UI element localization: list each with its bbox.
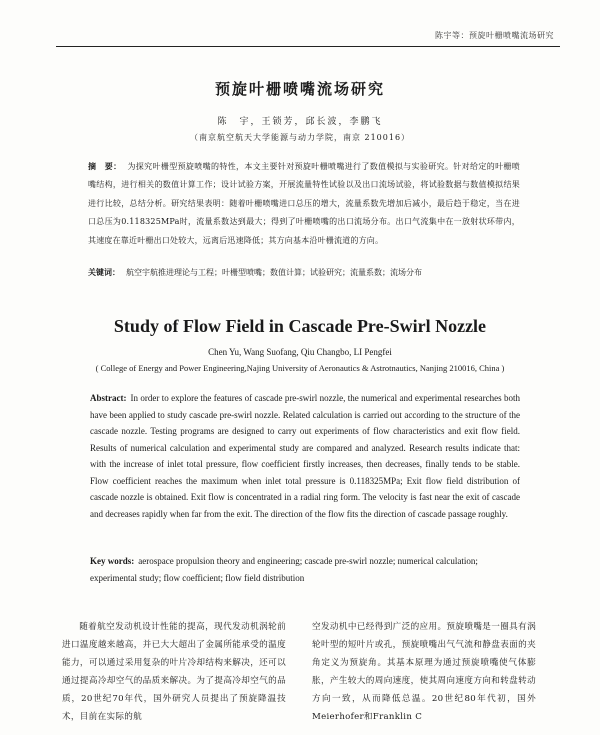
chinese-abstract-text: 为探究叶栅型预旋喷嘴的特性，本文主要针对预旋叶栅喷嘴进行了数值模拟与实验研究。针对给定的叶栅喷嘴结构，进行相关的数值计算工作；设计试验方案，开展流量特性试验以及出口流场试验，将试验数据与数值模拟结果进行比较，总结分析。研究结果表明：随着叶栅喷嘴进口总压的增大，流量系数先增加后减小，最后趋于稳定，当在进口总压为0.118325MPa时，流量系数达到最大；得到了叶栅喷嘴的出口流场分布。出口气流集中在一放射状环带内，其速度在靠近叶栅出口处较大，远离后迅速降低；其方向基本沿叶栅流道的方向。 [88,162,520,245]
english-affiliation: ( College of Energy and Power Engineering,Najing University of Aeronautics & Astrotnautics, Nanjing 210016, China ) [95,363,505,373]
english-keywords-label: Key words: [90,556,135,566]
chinese-abstract [88,158,520,250]
chinese-keywords-label: 关键词： [88,268,120,277]
chinese-authors: 陈 宇，王锁芳，邱长波，李鹏飞 [217,117,383,127]
english-keywords [90,553,520,586]
english-title: Study of Flow Field in Cascade Pre-Swirl Nozzle [113,316,487,336]
running-header: 陈宇等：预旋叶栅喷嘴流场研究 [435,31,554,40]
chinese-affiliation: （南京航空航天大学能源与动力学院，南京 210016） [189,133,411,142]
body-left-column: 随着航空发动机设计性能的提高，现代发动机涡轮前进口温度越来越高，并已大大超出了金属所能承受的温度能力，可以通过采用复杂的叶片冷却结构来解决，还可以通过提高冷却空气的品质来解决。为了提高冷却空气的品质，20世纪70年代，国外研究人员提出了预旋降温技术，目前在实际的航 [62,622,286,722]
english-keywords-text: aerospace propulsion theory and engineering; cascade pre-swirl nozzle; numerical calculation; experimental study; flow coefficient; flow field distribution [90,556,478,583]
chinese-keywords [88,265,520,281]
english-abstract-text: In order to explore the features of cascade pre-swirl nozzle, the numerical and experimental researches both have been applied to study cascade pre-swirl nozzle. Related calculation is carried out according to the structure of the cascade nozzle. Testing programs are designed to carry out experiments of flow characteristics and exit flow field. Results of numerical calculation and experimental study are compared and analyzed. Research results indicate that: with the increase of inlet total pressure, flow coefficient firstly increases, then decreases, finally tends to be stable. Flow coefficient reaches the maximum when inlet total pressure is 0.118325MPa; Exit flow field distribution of cascade nozzle is obtained. Exit flow is concentrated in a radial ring form. The velocity is fast near the exit of cascade and decreases rapidly when far from the exit. The direction of the flow fits the direction of cascade passage roughly. [90,393,520,519]
chinese-keywords-text: 航空宇航推进理论与工程；叶栅型喷嘴；数值计算；试验研究；流量系数；流场分布 [126,268,422,277]
header-rule [56,46,560,47]
english-authors: Chen Yu, Wang Suofang, Qiu Changbo, LI Pengfei [208,347,392,357]
chinese-abstract-label: 摘 要： [88,162,122,171]
chinese-title: 预旋叶栅喷嘴流场研究 [214,80,385,98]
body-right-column: 空发动机中已经得到广泛的应用。预旋喷嘴是一圈具有涡轮叶型的短叶片或孔，预旋喷嘴出气气流和静盘表面的夹角定义为预旋角。其基本原理为通过预旋喷嘴使气体膨胀，产生较大的周向速度，使其周向速度方向和转盘转动方向一致，从而降低总温。20世纪80年代初，国外Meierhofer和Franklin C [312,622,536,722]
english-abstract [90,390,520,522]
english-abstract-label: Abstract: [90,393,127,403]
